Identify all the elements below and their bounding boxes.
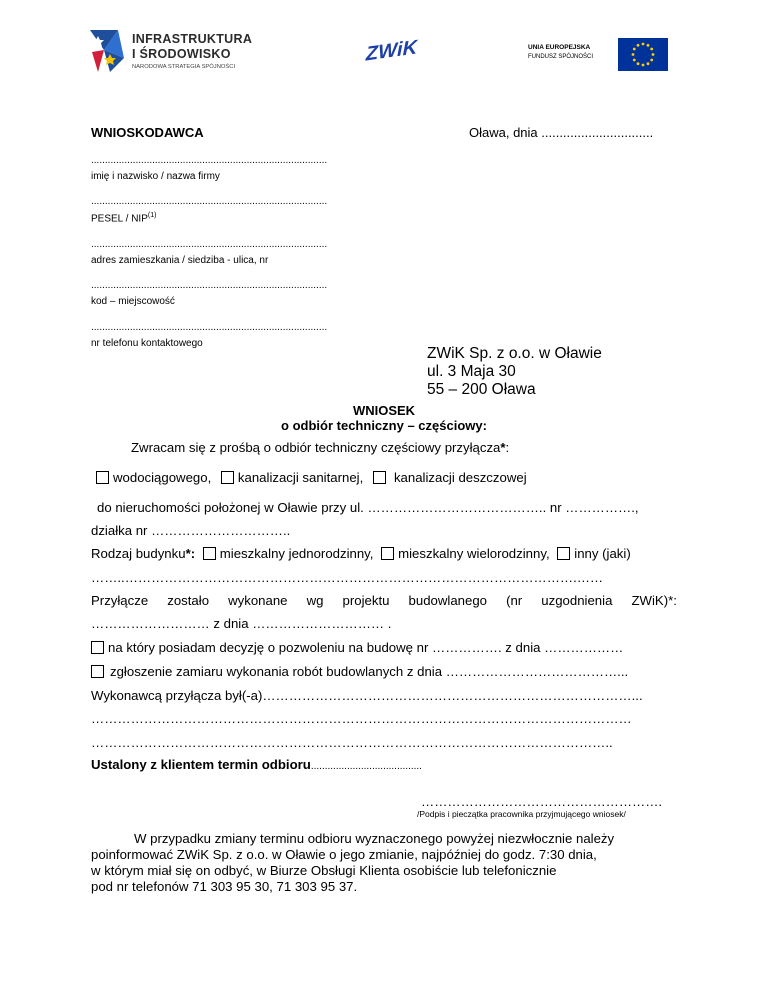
notification-label: zgłoszenie zamiaru wykonania robót budowlanych z dnia …………………………………... <box>110 664 629 679</box>
permit-row <box>91 640 623 655</box>
water-checkbox[interactable] <box>96 471 109 484</box>
water-label: wodociągowego, <box>113 470 212 485</box>
request-intro <box>131 440 509 455</box>
project-word: zostało <box>167 593 210 608</box>
address-dots[interactable]: ..................................................................................... <box>91 239 328 250</box>
project-line1 <box>91 593 677 608</box>
notice-line4: pod nr telefonów 71 303 95 30, 71 303 95 37. <box>91 879 358 894</box>
building-type-row <box>91 546 631 561</box>
project-word: (nr <box>506 593 523 608</box>
pickup-dots[interactable]: ........................................ <box>310 761 422 772</box>
notification-row <box>91 664 628 679</box>
request-intro-star: * <box>500 440 506 455</box>
request-intro-colon: : <box>505 440 510 455</box>
infrastruktura-line3: NARODOWA STRATEGIA SPÓJNOŚCI <box>132 64 236 70</box>
project-word: budowlanego <box>408 593 487 608</box>
zwik-logo: ZWiK <box>365 36 418 66</box>
sanitary-checkbox[interactable] <box>221 471 234 484</box>
project-line2[interactable]: ……………………… z dnia ………………………… . <box>91 616 392 631</box>
multi-family-checkbox[interactable] <box>381 547 394 560</box>
property-address-line[interactable]: do nieruchomości położonej w Oławie przy ul. ………………………………….. nr ……………., <box>97 500 639 515</box>
single-family-label: mieszkalny jednorodzinny, <box>219 546 374 561</box>
storm-label: kanalizacji deszczowej <box>393 470 527 485</box>
eu-line1: UNIA EUROPEJSKA <box>528 44 591 51</box>
project-word: uzgodnienia <box>541 593 613 608</box>
pickup-row <box>91 757 422 772</box>
other-label: inny (jaki) <box>574 546 631 561</box>
name-label: imię i nazwisko / nazwa firmy <box>91 171 220 182</box>
notice-line3: w którym miał się on odbyć, w Biurze Obsługi Klienta osobiście lub telefonicznie <box>91 863 557 878</box>
sanitary-label: kanalizacji sanitarnej, <box>237 470 364 485</box>
form-subtitle: o odbiór techniczny – częściowy: <box>281 418 487 433</box>
applicant-heading: WNIOSKODAWCA <box>91 125 204 140</box>
project-word: Przyłącze <box>91 593 149 608</box>
storm-checkbox[interactable] <box>373 471 386 484</box>
notice-line2: poinformować ZWiK Sp. z o.o. w Oławie o jego zmianie, najpóźniej do godz. 7:30 dnia, <box>91 847 597 862</box>
request-intro-text: Zwracam się z prośbą o odbiór techniczny częściowy przyłącza <box>131 440 501 455</box>
recipient-line2: ul. 3 Maja 30 <box>427 363 516 380</box>
project-word: wykonane <box>228 593 288 608</box>
building-type-star: *: <box>185 546 196 561</box>
eu-line2: FUNDUSZ SPÓJNOŚCI <box>528 54 594 60</box>
connection-type-row <box>96 470 527 485</box>
contractor-line3[interactable]: ……………………………………………………………………………………………………….. <box>91 735 613 750</box>
signature-caption: /Podpis i pieczątka pracownika przyjmującego wniosek/ <box>417 809 626 819</box>
contractor-line1[interactable]: Wykonawcą przyłącza był(-a)…………………………………………………………………………... <box>91 688 643 703</box>
recipient-line3: 55 – 200 Oława <box>427 381 536 398</box>
permit-label: na który posiadam decyzję o pozwoleniu na budowę nr ……………. z dnia ……………… <box>108 640 624 655</box>
infrastruktura-logo <box>88 28 258 78</box>
pesel-footnote-mark: (1) <box>147 212 157 219</box>
contractor-line2[interactable]: …………………………………………………………………………………………………………… <box>91 711 632 726</box>
infrastruktura-line1: INFRASTRUKTURA <box>132 32 253 46</box>
building-other-dots[interactable]: ……..………………………………………………………………………………………….…… <box>91 570 604 585</box>
plot-number-line[interactable]: działka nr ………………………….. <box>91 523 291 538</box>
recipient-line1: ZWiK Sp. z o.o. w Oławie <box>427 345 602 362</box>
phone-dots[interactable]: ..................................................................................... <box>91 322 328 333</box>
other-checkbox[interactable] <box>557 547 570 560</box>
form-title: WNIOSEK <box>352 403 416 418</box>
project-word: wg <box>306 593 324 608</box>
phone-label: nr telefonu kontaktowego <box>91 338 203 349</box>
postcode-label: kod – miejscowość <box>91 296 175 307</box>
pesel-label <box>91 212 156 224</box>
notification-checkbox[interactable] <box>91 665 104 678</box>
project-word: ZWiK)*: <box>631 593 677 608</box>
name-dots[interactable]: ..................................................................................... <box>91 155 328 166</box>
signature-dots[interactable]: ………………………………………………. <box>421 794 663 809</box>
infrastruktura-line2: I ŚRODOWISKO <box>132 47 231 61</box>
pesel-label-text: PESEL / NIP <box>91 213 148 225</box>
pesel-dots[interactable]: ..................................................................................... <box>91 196 328 207</box>
infrastruktura-emblem-icon <box>88 28 128 74</box>
eu-logo <box>528 38 678 72</box>
pickup-label: Ustalony z klientem termin odbioru <box>91 757 311 772</box>
place-date[interactable]: Oława, dnia ............................... <box>469 125 654 140</box>
notice-line1: W przypadku zmiany terminu odbioru wyznaczonego powyżej niezwłocznie należy <box>134 831 615 846</box>
eu-flag-icon <box>618 38 668 71</box>
postcode-dots[interactable]: ..................................................................................... <box>91 280 328 291</box>
project-word: projektu <box>342 593 390 608</box>
permit-checkbox[interactable] <box>91 641 104 654</box>
building-type-label: Rodzaj budynku <box>91 546 186 561</box>
multi-family-label: mieszkalny wielorodzinny, <box>398 546 550 561</box>
address-label: adres zamieszkania / siedziba - ulica, nr <box>91 255 269 266</box>
single-family-checkbox[interactable] <box>203 547 216 560</box>
